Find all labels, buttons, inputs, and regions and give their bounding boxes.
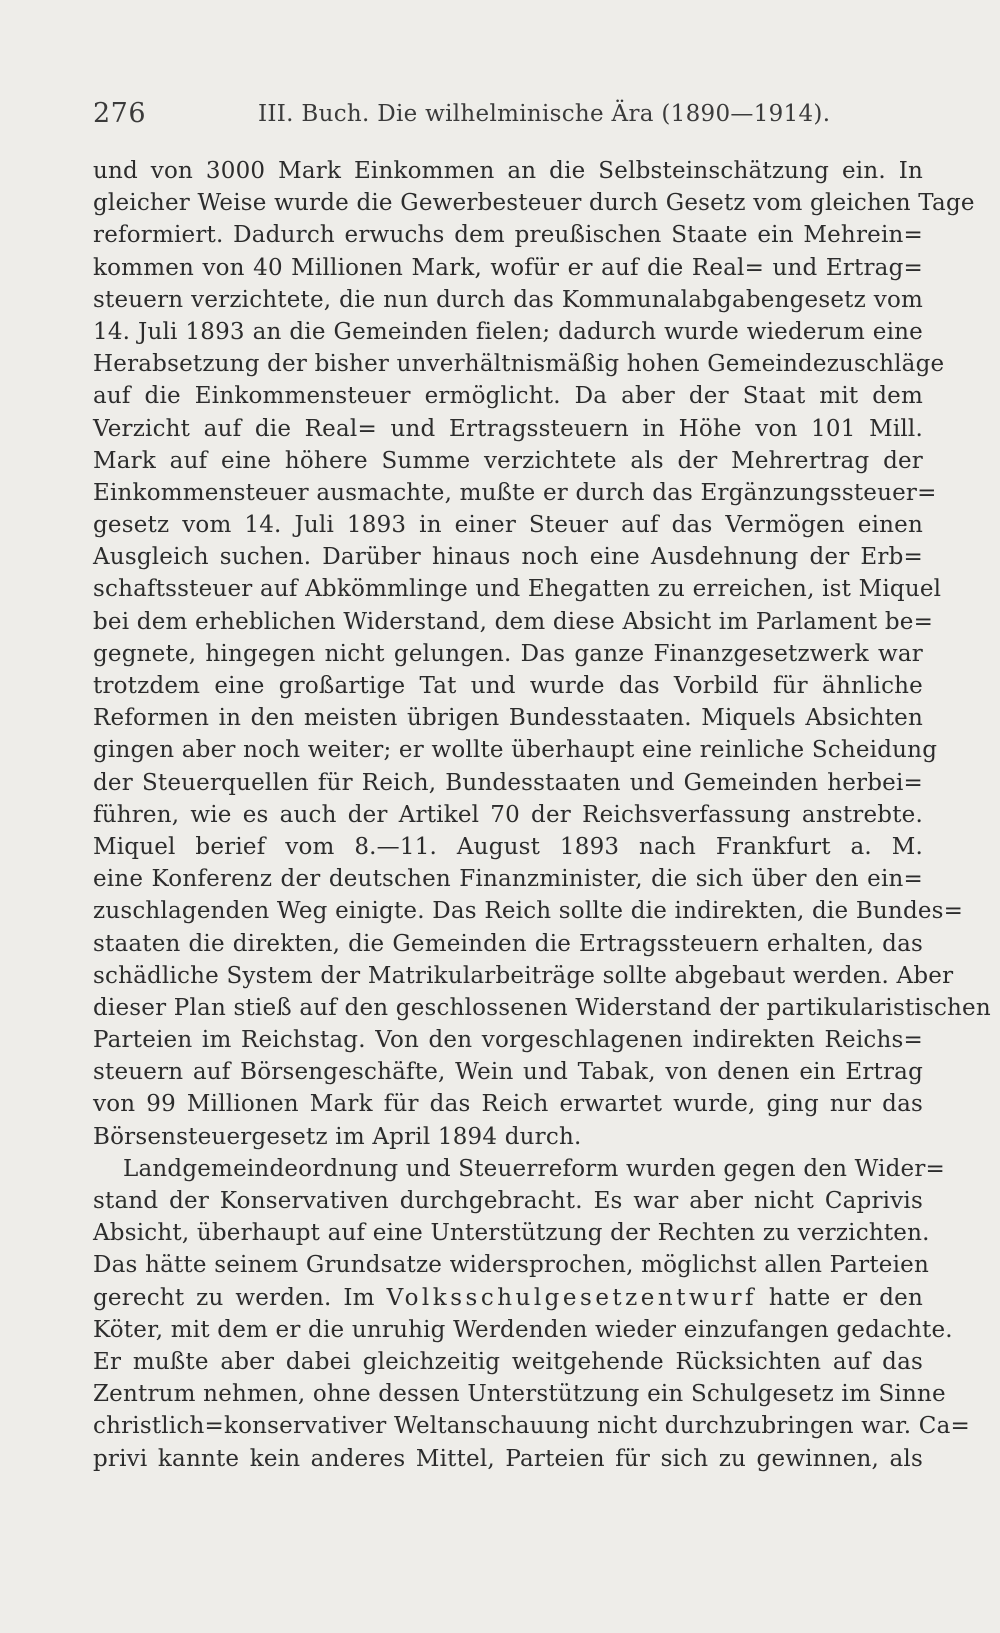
text-line: eine Konferenz der deutschen Finanzminister, die sich über den ein= [93, 866, 923, 893]
text-line: gesetz vom 14. Juli 1893 in einer Steuer auf das Vermögen einen [93, 512, 923, 539]
text-line: Das hätte seinem Grundsatze widersprochen, möglichst allen Parteien [93, 1252, 929, 1279]
body-text [93, 155, 991, 1475]
running-head [93, 94, 923, 134]
text-line: Zentrum nehmen, ohne dessen Unterstützung ein Schulgesetz im Sinne [93, 1381, 946, 1408]
text-line: gegnete, hingegen nicht gelungen. Das ganze Finanzgesetzwerk war [93, 640, 923, 667]
text-line: Reformen in den meisten übrigen Bundesstaaten. Miquels Absichten [93, 705, 923, 732]
text-line: Herabsetzung der bisher unverhältnismäßig hohen Gemeindezuschläge [93, 351, 945, 378]
text-line: Ausgleich suchen. Darüber hinaus noch eine Ausdehnung der Erb= [93, 544, 923, 571]
text-line: und von 3000 Mark Einkommen an die Selbsteinschätzung ein. In [93, 158, 923, 184]
text-line: Er mußte aber dabei gleichzeitig weitgehende Rücksichten auf das [93, 1348, 923, 1375]
text-line: reformiert. Dadurch erwuchs dem preußischen Staate ein Mehrein= [93, 222, 923, 249]
text-line: steuern auf Börsengeschäfte, Wein und Tabak, von denen ein Ertrag [93, 1059, 923, 1086]
text-line: steuern verzichtete, die nun durch das Kommunalabgabengesetz vom [93, 286, 923, 313]
text-line: Absicht, überhaupt auf eine Unterstützung der Rechten zu verzichten. [93, 1220, 930, 1247]
text-line: dieser Plan stieß auf den geschlossenen Widerstand der partikularistischen [93, 994, 991, 1021]
text-line: Köter, mit dem er die unruhig Werdenden wieder einzufangen gedachte. [93, 1316, 953, 1343]
text-line: der Steuerquellen für Reich, Bundesstaaten und Gemeinden herbei= [93, 769, 923, 796]
text-line: trotzdem eine großartige Tat und wurde das Vorbild für ähnliche [93, 673, 923, 699]
text-line: Einkommensteuer ausmachte, mußte er durch das Ergänzungssteuer= [93, 479, 937, 506]
text-line: führen, wie es auch der Artikel 70 der Reichsverfassung anstrebte. [93, 801, 923, 828]
text-line: Verzicht auf die Real= und Ertragssteuern in Höhe von 101 Mill. [93, 415, 923, 442]
text-line: zuschlagenden Weg einigte. Das Reich sollte die indirekten, die Bundes= [93, 898, 964, 925]
text-line: kommen von 40 Millionen Mark, wofür er auf die Real= und Ertrag= [93, 254, 923, 281]
text-line: von 99 Millionen Mark für das Reich erwartet wurde, ging nur das [93, 1091, 923, 1118]
text-line: Mark auf eine höhere Summe verzichtete als der Mehrertrag der [93, 447, 923, 474]
text-fragment: gerecht zu werden. Im [93, 1284, 375, 1311]
text-line: schaftssteuer auf Abkömmlinge und Ehegatten zu erreichen, ist Miquel [93, 576, 942, 603]
text-line-paragraph-end: Börsensteuergesetz im April 1894 durch. [93, 1123, 582, 1150]
text-line: staaten die direkten, die Gemeinden die Ertragssteuern erhalten, das [93, 930, 923, 957]
spaced-term: Volksschulgesetzentwurf [386, 1284, 757, 1311]
text-line: auf die Einkommensteuer ermöglicht. Da aber der Staat mit dem [93, 383, 923, 410]
running-title: III. Buch. Die wilhelminische Ära (1890—1914). [258, 101, 831, 127]
text-line: Parteien im Reichstag. Von den vorgeschlagenen indirekten Reichs= [93, 1027, 923, 1054]
text-line: schädliche System der Matrikularbeiträge sollte abgebaut werden. Aber [93, 962, 954, 989]
text-line-with-spaced-term [93, 1282, 923, 1314]
text-line: 14. Juli 1893 an die Gemeinden fielen; dadurch wurde wiederum eine [93, 318, 923, 345]
text-line: gingen aber noch weiter; er wollte überhaupt eine reinliche Scheidung [93, 737, 938, 764]
text-line: stand der Konservativen durchgebracht. Es war aber nicht Caprivis [93, 1188, 923, 1214]
text-fragment: hatte er den [768, 1284, 924, 1311]
text-line: Miquel berief vom 8.—11. August 1893 nach Frankfurt a. M. [93, 833, 923, 860]
page-number: 276 [93, 98, 147, 129]
text-line-paragraph-start: Landgemeindeordnung und Steuerreform wurden gegen den Wider= [123, 1155, 945, 1182]
text-line: christlich=konservativer Weltanschauung nicht durchzubringen war. Ca= [93, 1413, 970, 1440]
text-line: gleicher Weise wurde die Gewerbesteuer durch Gesetz vom gleichen Tage [93, 190, 975, 217]
text-line: privi kannte kein anderes Mittel, Parteien für sich zu gewinnen, als [93, 1445, 923, 1472]
text-line: bei dem erheblichen Widerstand, dem diese Absicht im Parlament be= [93, 608, 934, 635]
